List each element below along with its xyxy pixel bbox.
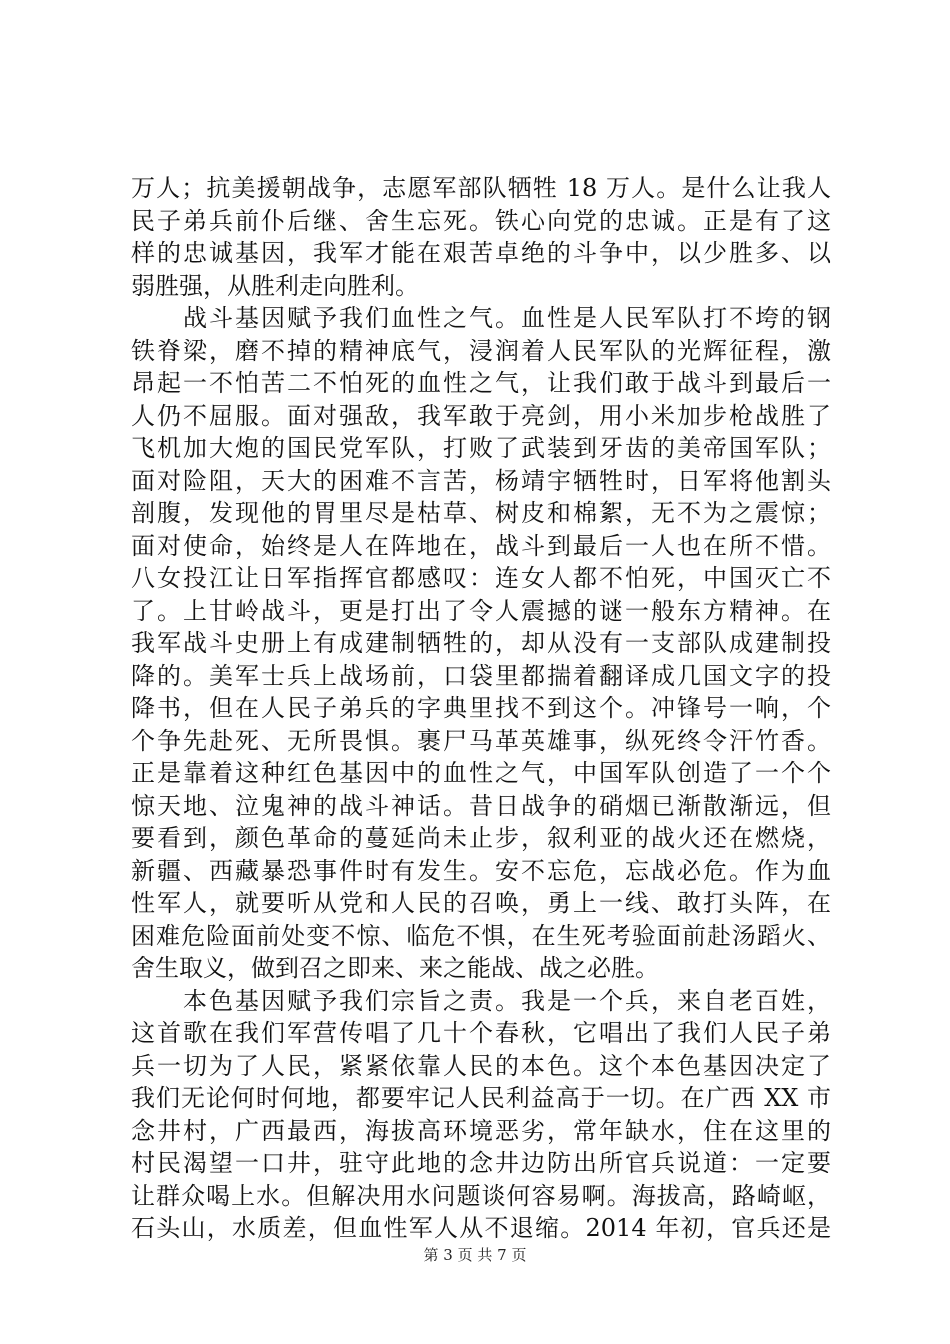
document-body bbox=[131, 172, 831, 1245]
text-line: 八女投江让日军指挥官都感叹：连女人都不怕死，中国灭亡不 bbox=[131, 564, 831, 592]
text-line: 民子弟兵前仆后继、舍生忘死。铁心向党的忠诚。正是有了这 bbox=[131, 206, 831, 235]
text-line: 本色基因赋予我们宗旨之责。我是一个兵，来自老百姓， bbox=[131, 986, 831, 1015]
text-line: 村民渴望一口井，驻守此地的念井边防出所官兵说道：一定要 bbox=[131, 1149, 831, 1177]
text-line: 正是靠着这种红色基因中的血性之气，中国军队创造了一个个 bbox=[131, 759, 831, 787]
text-line: 面对使命，始终是人在阵地在，战斗到最后一人也在所不惜。 bbox=[131, 531, 831, 560]
text-line: 新疆、西藏暴恐事件时有发生。安不忘危，忘战必危。作为血 bbox=[131, 856, 831, 885]
text-line: 惊天地、泣鬼神的战斗神话。昔日战争的硝烟已渐散渐远，但 bbox=[131, 791, 831, 820]
text-line: 降书，但在人民子弟兵的字典里找不到这个。冲锋号一响，个 bbox=[131, 694, 831, 722]
text-line: 战斗基因赋予我们血性之气。血性是人民军队打不垮的钢 bbox=[131, 304, 831, 332]
text-line: 万人；抗美援朝战争，志愿军部队牺牲 18 万人。是什么让我人 bbox=[131, 174, 831, 202]
text-line: 昂起一不怕苦二不怕死的血性之气，让我们敢于战斗到最后一 bbox=[131, 369, 831, 397]
text-line: 这首歌在我们军营传唱了几十个春秋，它唱出了我们人民子弟 bbox=[131, 1019, 831, 1047]
text-line: 人仍不屈服。面对强敌，我军敢于亮剑，用小米加步枪战胜了 bbox=[131, 401, 831, 430]
text-line: 让群众喝上水。但解决用水问题谈何容易啊。海拔高，路崎岖， bbox=[131, 1181, 831, 1210]
text-line: 石头山，水质差，但血性军人从不退缩。2014 年初，官兵还是 bbox=[131, 1214, 831, 1242]
text-line: 困难危险面前处变不惊、临危不惧，在生死考验面前赴汤蹈火、 bbox=[131, 921, 831, 950]
page-number-footer: 第 3 页 共 7 页 bbox=[423, 1246, 527, 1264]
text-line: 个争先赴死、无所畏惧。裹尸马革英雄事，纵死终令汗竹香。 bbox=[131, 726, 831, 755]
text-line: 样的忠诚基因，我军才能在艰苦卓绝的斗争中，以少胜多、以 bbox=[131, 239, 831, 267]
text-line: 兵一切为了人民，紧紧依靠人民的本色。这个本色基因决定了 bbox=[131, 1051, 831, 1080]
text-line: 剖腹，发现他的胃里尽是枯草、树皮和棉絮，无不为之震惊； bbox=[131, 499, 831, 527]
text-line: 念井村，广西最西，海拔高环境恶劣，常年缺水，住在这里的 bbox=[131, 1116, 831, 1145]
text-line: 弱胜强，从胜利走向胜利。 bbox=[131, 271, 419, 300]
text-line: 飞机加大炮的国民党军队，打败了武装到牙齿的美帝国军队； bbox=[131, 434, 831, 462]
text-line: 了。上甘岭战斗，更是打出了令人震撼的谜一般东方精神。在 bbox=[131, 596, 831, 625]
text-line: 性军人，就要听从党和人民的召唤，勇上一线、敢打头阵，在 bbox=[131, 889, 831, 917]
text-line: 舍生取义，做到召之即来、来之能战、战之必胜。 bbox=[131, 954, 659, 982]
text-line: 我们无论何时何地，都要牢记人民利益高于一切。在广西 XX 市 bbox=[131, 1084, 831, 1112]
text-line: 铁脊梁，磨不掉的精神底气，浸润着人民军队的光辉征程，激 bbox=[131, 336, 831, 365]
text-line: 降的。美军士兵上战场前，口袋里都揣着翻译成几国文字的投 bbox=[131, 661, 831, 690]
text-line: 要看到，颜色革命的蔓延尚未止步，叙利亚的战火还在燃烧， bbox=[131, 824, 831, 852]
text-line: 面对险阻，天大的困难不言苦，杨靖宇牺牲时，日军将他割头 bbox=[131, 466, 831, 495]
text-line: 我军战斗史册上有成建制牺牲的，却从没有一支部队成建制投 bbox=[131, 629, 831, 657]
